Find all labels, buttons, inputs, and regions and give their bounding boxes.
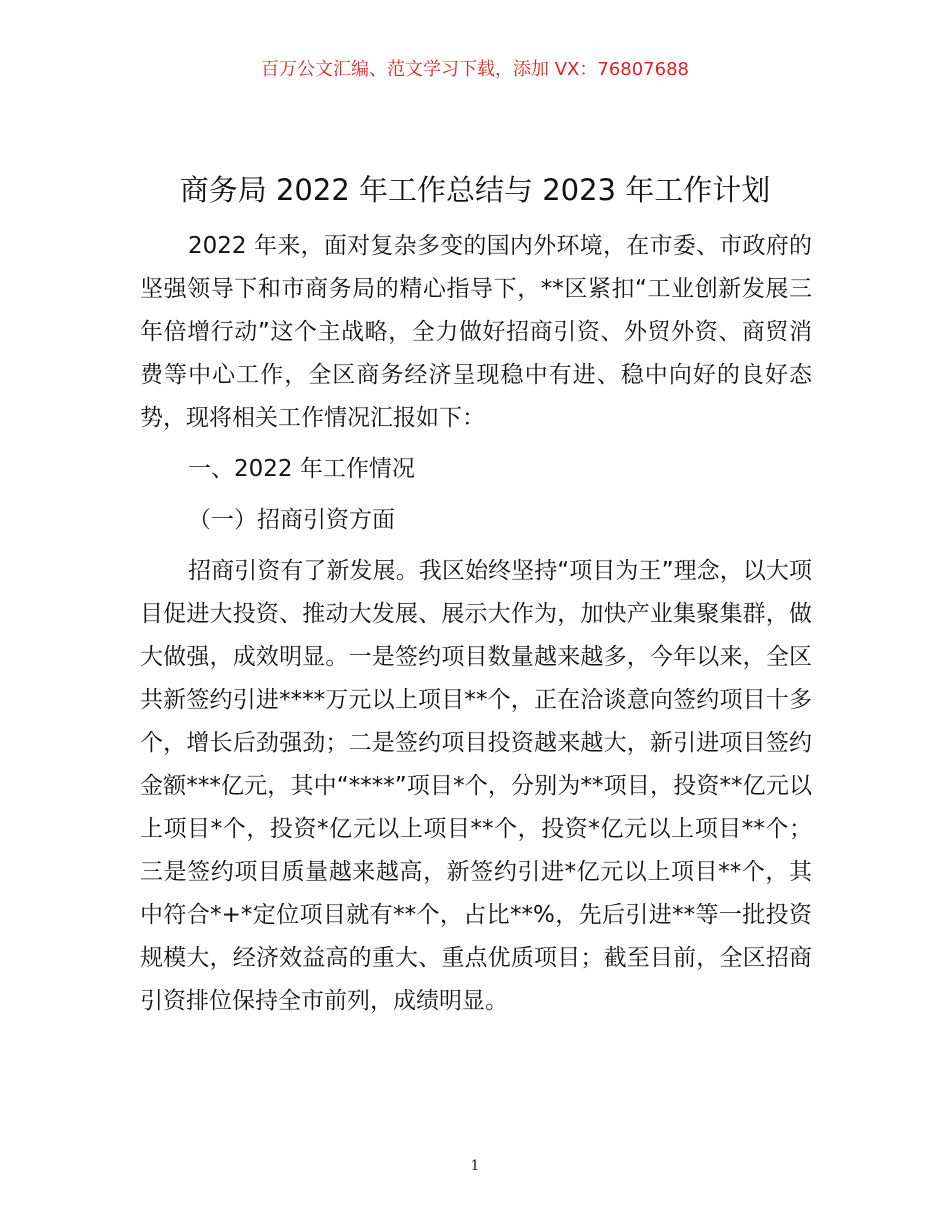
document-body [140, 225, 812, 1023]
page-number: 1 [470, 1158, 480, 1174]
document-title: 商务局 2022 年工作总结与 2023 年工作计划 [179, 173, 771, 207]
subsection-heading: （一）招商引资方面 [188, 507, 395, 533]
header-banner: 百万公文汇编、范文学习下载，添加 VX：76807688 [261, 59, 689, 80]
section-heading: 一、2022 年工作情况 [188, 456, 415, 482]
subsection-paragraph: 招商引资有了新发展。我区始终坚持“项目为王”理念，以大项目促进大投资、推动大发展、展示大作为，加快产业集聚集群，做大做强，成效明显。一是签约项目数量越来越多，今年以来，全区共新签约引进****万元以上项目**个，正在洽谈意向签约项目十多个，增长后劲强劲；二是签约项目投资越来越大，新引进项目签约金额***亿元，其中“****”项目*个，分别为**项目，投资**亿元以上项目*个，投资*亿元以上项目**个，投资*亿元以上项目**个；三是签约项目质量越来越高，新签约引进*亿元以上项目**个，其中符合*+*定位项目就有**个，占比**%，先后引进**等一批投资规模大，经济效益高的重大、重点优质项目；截至目前，全区招商引资排位保持全市前列，成绩明显。 [140, 558, 812, 1014]
intro-paragraph: 2022 年来，面对复杂多变的国内外环境，在市委、市政府的坚强领导下和市商务局的精心指导下，**区紧扣“工业创新发展三年倍增行动”这个主战略，全力做好招商引资、外贸外资、商贸消费等中心工作，全区商务经济呈现稳中有进、稳中向好的良好态势，现将相关工作情况汇报如下： [140, 233, 812, 431]
